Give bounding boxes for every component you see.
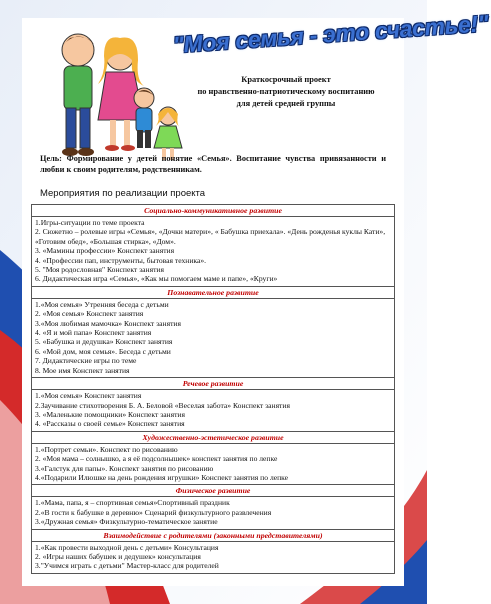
subtitle-line: Краткосрочный проект [241, 75, 331, 84]
list-item: 3. «Мамины профессии» Конспект занятия [35, 246, 175, 256]
list-item: 8. Мое имя Конспект занятия [35, 365, 130, 375]
list-item: 1.«Портрет семьи». Конспект по рисованию [35, 444, 178, 454]
list-item: 7. Дидактические игры по теме [35, 356, 137, 366]
list-item: 2.«В гости к бабушке в деревню» Сценарий физкультурного развлечения [35, 507, 272, 517]
family-illustration-icon [40, 20, 188, 172]
section-body [32, 299, 394, 378]
list-item: 5. «Бабушка и дедушка» Конспект занятия [35, 337, 173, 347]
list-item: 4. «Рассказы о своей семье» Конспект занятия [35, 419, 185, 429]
section-title: Взаимодействие с родителями (законными представителями) [32, 530, 394, 542]
section-body [32, 497, 394, 529]
section-title: Речевое развитие [32, 378, 394, 390]
project-subtitle [186, 74, 386, 110]
list-item: 4.«Подарили Илюшке на день рождения игрушки» Конспект занятия по лепке [35, 472, 289, 482]
list-item: 6. «Мой дом, моя семья». Беседа с детьми [35, 346, 171, 356]
list-item: 4. «Я и мой папа» Конспект занятия [35, 328, 152, 338]
section-body [32, 444, 394, 486]
list-item: 6. Дидактическая игра «Семья», «Как мы помогаем маме и папе», «Круги» [35, 274, 278, 284]
list-item: 3.«Моя любимая мамочка» Конспект занятия [35, 318, 181, 328]
list-item: 3. «Маленькие помощники» Конспект занятия [35, 409, 185, 419]
section-body [32, 217, 394, 287]
activities-heading: Мероприятия по реализации проекта [40, 188, 206, 199]
section-body [32, 542, 394, 573]
subtitle-line: по нравственно-патриотическому воспитанию [197, 87, 375, 96]
list-item: 1.«Мама, папа, я – спортивная семья»Спортивный праздник [35, 498, 230, 508]
list-item: 1.«Как провести выходной день с детьми» Консультация [35, 542, 219, 552]
list-item: 4. «Профессии пап, инструменты, бытовая техника». [35, 255, 207, 265]
section-title: Физическое развитие [32, 485, 394, 497]
list-item: 5. "Моя родословная" Конспект занятия [35, 265, 164, 275]
subtitle-line: для детей средней группы [236, 99, 336, 108]
list-item: 3.«Дружная семья» Физкультурно-тематическое занятие [35, 517, 218, 527]
list-item: 3.«Галстук для папы». Конспект занятия по рисованию [35, 463, 214, 473]
banner-title: "Моя семья - это счастье!" [172, 9, 490, 58]
list-item: 2. Сюжетно – ролевые игры «Семья», «Дочки матери», « Бабушка приехала». «День рожденья куклы Кати», «Готовим обед», «Большая стирка», «Дом». [35, 227, 386, 246]
activities-table [31, 204, 395, 574]
list-item: 3."Учимся играть с детьми" Мастер-класс для родителей [35, 561, 219, 571]
list-item: 2. «Моя мама – солнышко, а я её подсолнышек» конспект занятия по лепке [35, 454, 278, 464]
list-item: 1.«Моя семья» Конспект занятия [35, 391, 142, 401]
list-item: 2. «Игры наших бабушек и дедушек» консультация [35, 551, 201, 561]
section-body [32, 390, 394, 432]
project-goal: Цель: Формирование у детей понятие «Семья». Воспитание чувства привязанности и любви к своим родителям, родственникам. [40, 154, 386, 174]
section-title: Художественно-эстетическое развитие [32, 432, 394, 444]
list-item: 1.«Моя семья» Утренняя беседа с детьми [35, 299, 169, 309]
list-item: 1.Игры-ситуации по теме проекта [35, 218, 145, 227]
list-item: 2. «Моя семья» Конспект занятия [35, 309, 144, 319]
list-item: 2.Заучивание стихотворения Б. А. Беловой «Веселая забота» Конспект занятия [35, 400, 290, 410]
section-title: Социально-коммуникативное развитие [32, 205, 394, 217]
section-title: Познавательное развитие [32, 287, 394, 299]
